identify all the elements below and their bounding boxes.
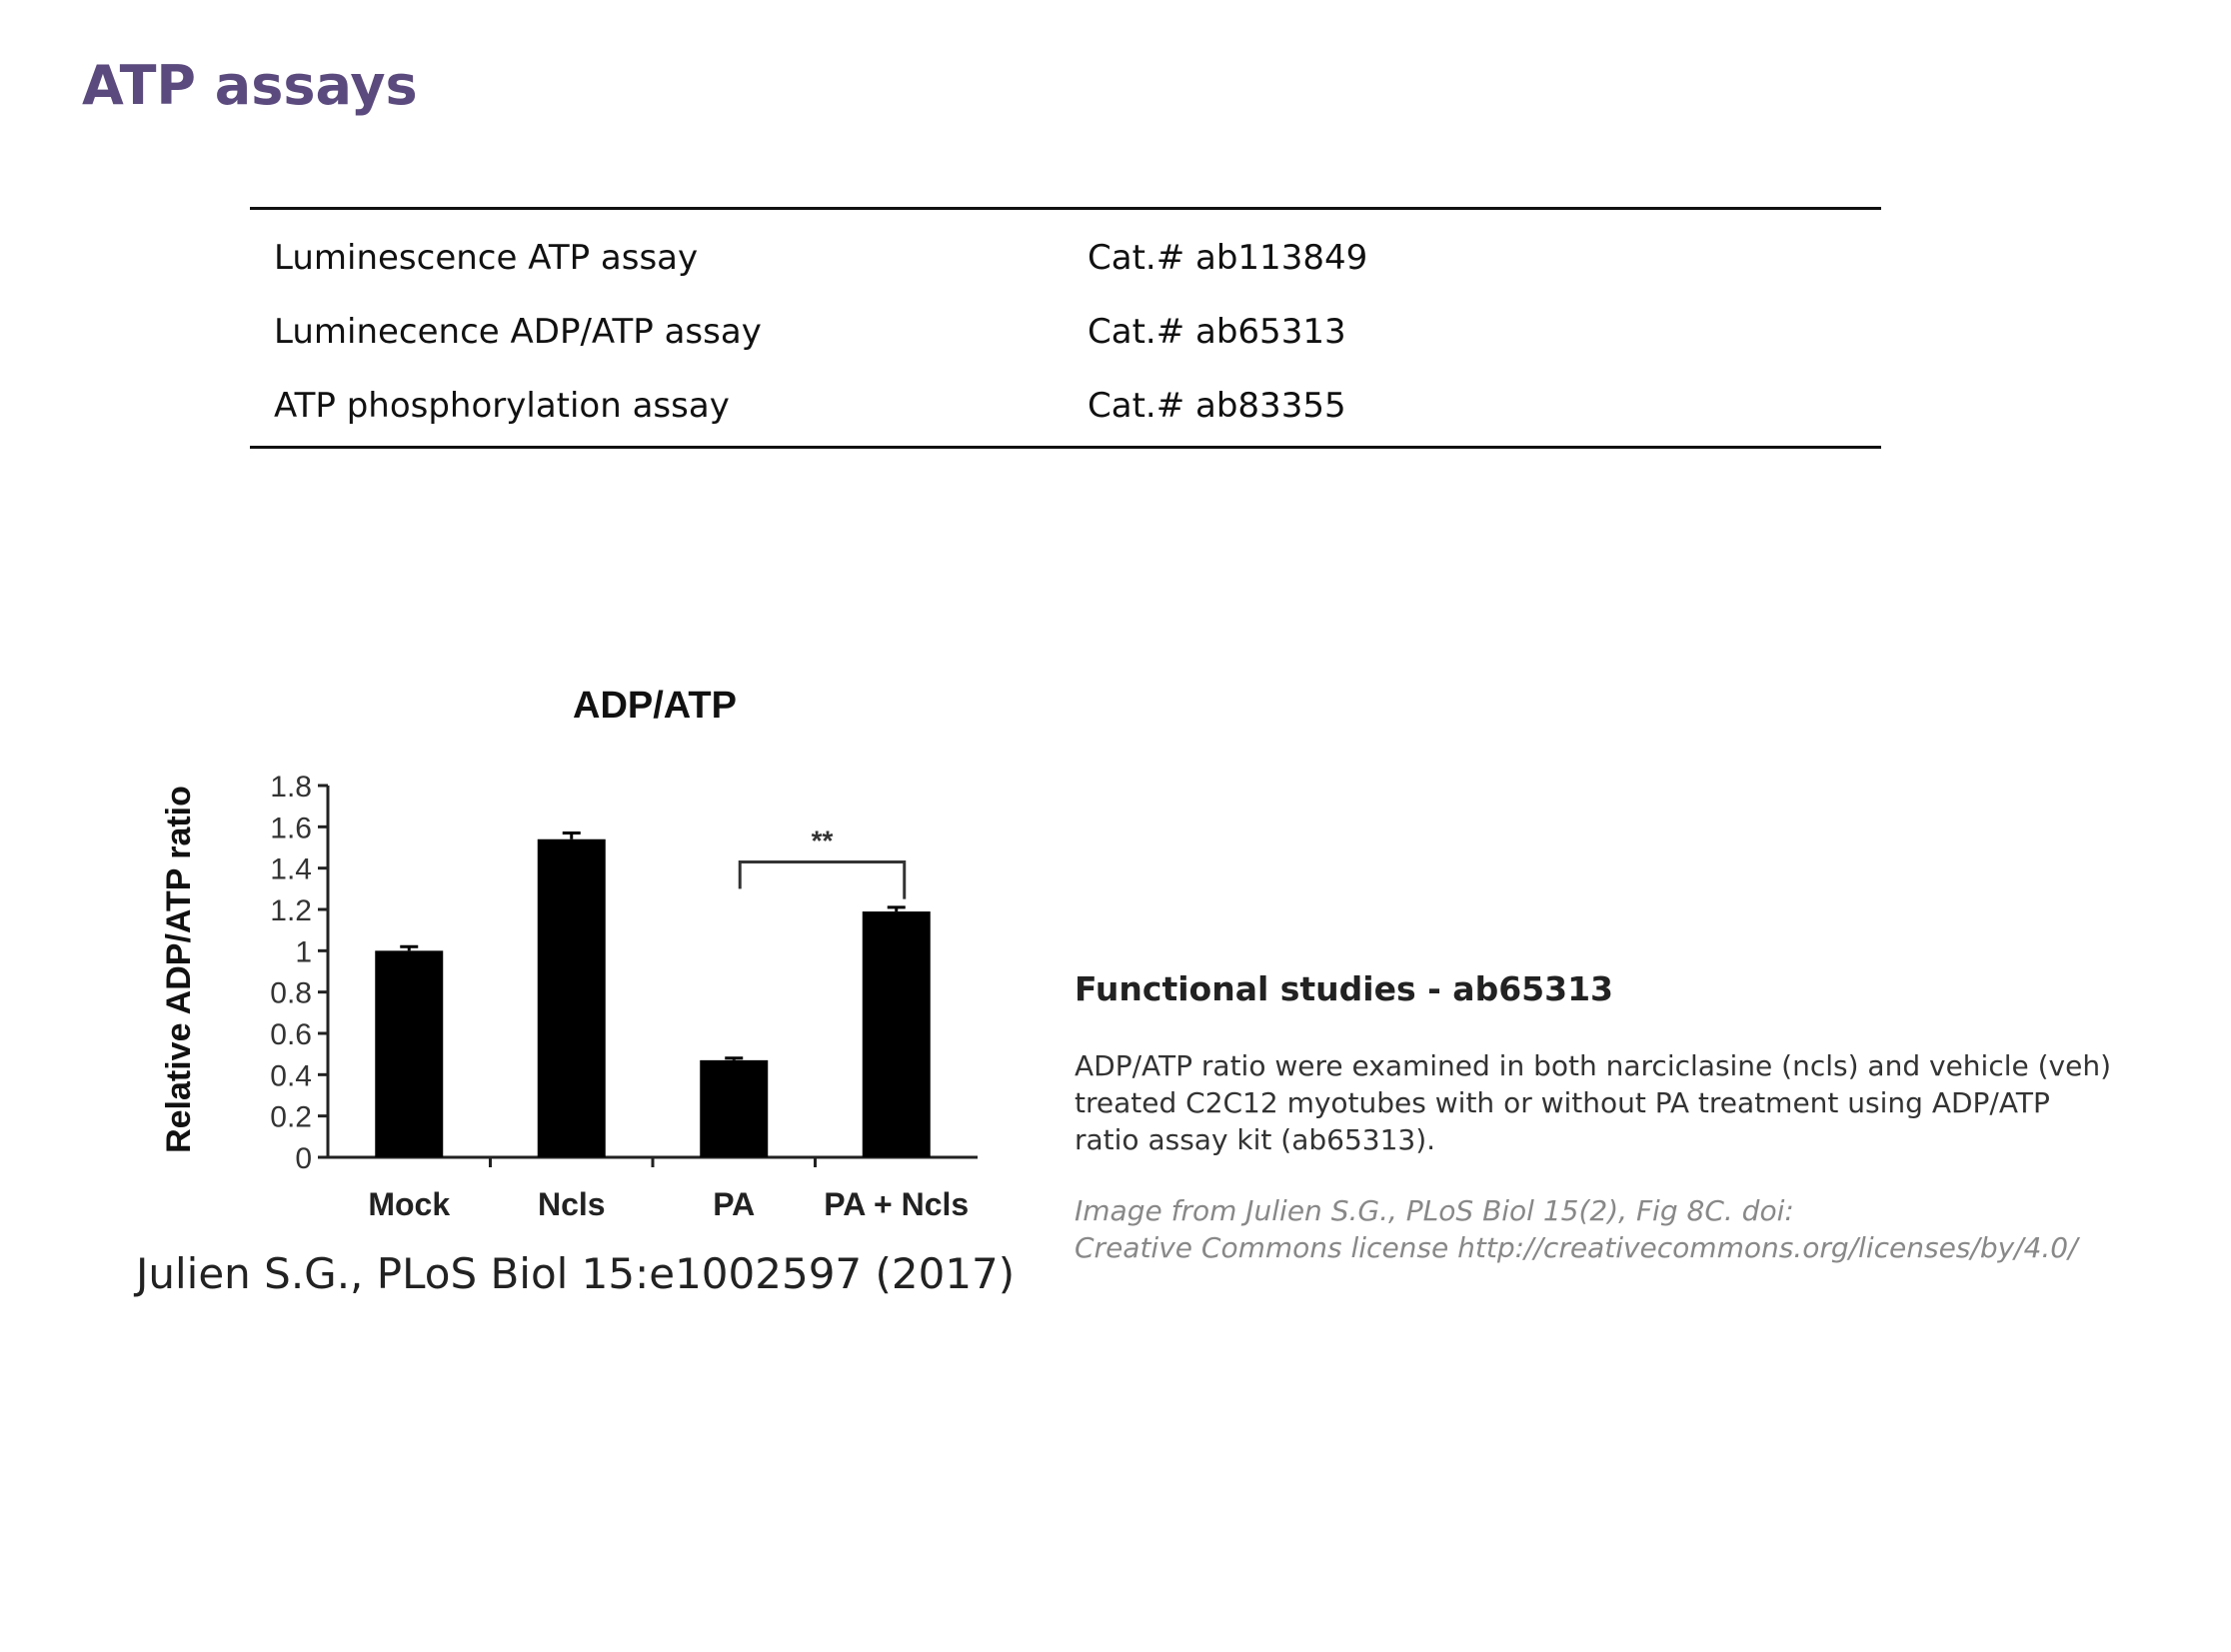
bar [375,950,443,1157]
x-tick-label: PA + Ncls [824,1186,970,1222]
catalog-number: Cat.# ab113849 [1064,209,1881,301]
x-ticks [368,1157,969,1222]
y-axis-label: Relative ADP/ATP ratio [160,786,198,1153]
catalog-number: Cat.# ab65313 [1088,312,1346,352]
table-row [250,374,1881,448]
bar [700,1060,768,1157]
y-tick-label: 1.8 [270,771,312,804]
figure-caption: Julien S.G., PLoS Biol 15:e1002597 (2017) [136,1249,1016,1298]
catalog-number: Cat.# ab83355 [1064,374,1881,448]
assay-name: Luminescence ATP assay [250,209,1064,301]
x-tick-label: PA [713,1186,756,1222]
significance-bracket [740,861,905,898]
page-title: ATP assays [82,54,418,117]
body-line: ADP/ATP ratio were examined in both narciclasine (ncls) and vehicle (veh) [1075,1049,2112,1082]
bars [375,833,931,1157]
credit-line: Creative Commons license http://creativecommons.org/licenses/by/4.0/ [1075,1231,2078,1264]
table-row [250,300,1881,374]
y-tick-label: 1.4 [270,852,312,886]
y-tick-label: 1 [295,935,312,969]
assay-name: Luminecence ADP/ATP assay [274,312,762,352]
body-line: treated C2C12 myotubes with or without PA treatment using ADP/ATP [1075,1086,2050,1119]
y-tick-label: 0.4 [270,1059,312,1093]
y-ticks [270,771,328,1175]
y-tick-label: 0 [295,1142,312,1175]
assay-catalog-table [250,207,1881,449]
assay-name: ATP phosphorylation assay [250,374,1064,448]
adp-atp-bar-chart [120,670,1020,1229]
significance-stars: ** [811,825,834,856]
bar [538,839,606,1157]
functional-studies-body [1075,1047,2194,1158]
y-tick-label: 1.6 [270,812,312,845]
significance-annotation [740,825,905,898]
y-tick-label: 0.6 [270,1018,312,1051]
table-row [250,209,1881,301]
functional-studies-heading: Functional studies - ab65313 [1075,969,1614,1008]
chart-title: ADP/ATP [573,685,737,727]
y-tick-label: 0.2 [270,1100,312,1134]
y-tick-label: 1.2 [270,894,312,927]
x-tick-label: Mock [368,1186,451,1222]
bar [863,911,931,1157]
x-tick-label: Ncls [537,1186,606,1222]
credit-line: Image from Julien S.G., PLoS Biol 15(2), Fig 8C. doi: [1075,1194,1794,1227]
body-line: ratio assay kit (ab65313). [1075,1123,1436,1156]
y-tick-label: 0.8 [270,976,312,1010]
image-credit [1075,1192,2194,1266]
